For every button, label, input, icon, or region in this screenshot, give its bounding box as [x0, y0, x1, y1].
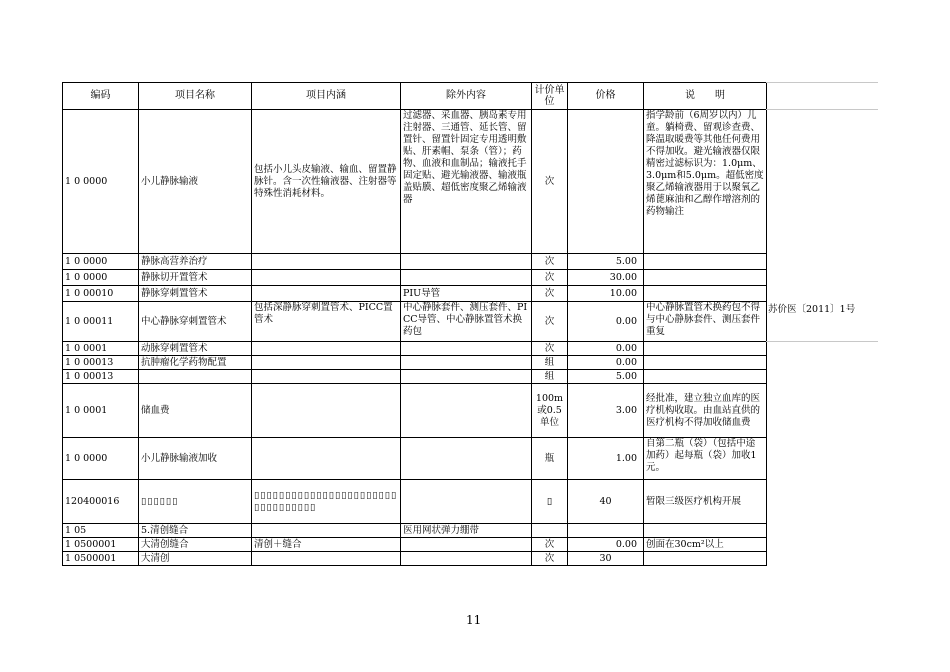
row-price: [568, 524, 644, 538]
row-price: 1.00: [568, 438, 644, 480]
row-name: 小儿静脉输液: [139, 110, 252, 254]
row-unit: 次: [532, 254, 568, 270]
row-name: 大清创缝合: [139, 538, 252, 552]
row-remarks: [644, 286, 767, 302]
table-row: [63, 356, 767, 370]
row-name: 储血费: [139, 384, 252, 438]
row-price: 5.00: [568, 370, 644, 384]
row-remarks: [644, 370, 767, 384]
row-remarks: [644, 270, 767, 286]
sheet-extension-line: [766, 341, 878, 342]
row-name: 动脉穿刺置管术: [139, 342, 252, 356]
row-exclusions: [401, 438, 532, 480]
row-code: 1 0500001: [63, 538, 139, 552]
sheet-extension-line: [766, 82, 878, 83]
row-unit: 组: [532, 370, 568, 384]
row-content: [252, 552, 401, 566]
table-row: [63, 524, 767, 538]
row-name: 静脉高营养治疗: [139, 254, 252, 270]
row-code: 1 0500001: [63, 552, 139, 566]
table-row: [63, 342, 767, 356]
row-remarks: [644, 552, 767, 566]
row-content: [252, 254, 401, 270]
row-price: 30.00: [568, 270, 644, 286]
row-remarks: [644, 356, 767, 370]
row-exclusions: [401, 538, 532, 552]
row-unit: 瓶: [532, 438, 568, 480]
row-code: 120400016: [63, 480, 139, 524]
row-remarks: 创面在30cm²以上: [644, 538, 767, 552]
row-unit: 次: [532, 342, 568, 356]
row-price: 0.00: [568, 342, 644, 356]
row-remarks: 指学龄前（6周岁以内）儿童。躺椅费、留观诊查费、降温取暖费等其他任何费用不得加收。避光输液器仅限精密过滤标识为：1.0μm、3.0μm和5.0μm。超低密度聚乙烯输液器用于以聚氧乙烯蓖麻油和乙醇作增溶剂的药物输注: [644, 110, 767, 254]
row-exclusions: 过滤器、采血器、胰岛素专用注射器、三通管、延长管、留置针、留置针固定专用透明敷贴、肝素帽、泵条（管）；药物、血液和血制品；输液托手固定贴、避光输液器、输液瓶盖贴膜、超低密度聚乙烯输液器: [401, 110, 532, 254]
row-name: 抗肿瘤化学药物配置: [139, 356, 252, 370]
row-content: [252, 438, 401, 480]
row-exclusions: 中心静脉套件、测压套件、PICC导管、中心静脉置管术换药包: [401, 302, 532, 342]
header-price: 价格: [568, 83, 644, 110]
page-number: 11: [466, 613, 482, 627]
price-table: [62, 82, 767, 566]
table-row: [63, 286, 767, 302]
header-exclusions: 除外内容: [401, 83, 532, 110]
row-exclusions: [401, 370, 532, 384]
row-exclusions: 医用网状弹力绷带: [401, 524, 532, 538]
row-code: 1 0 00011: [63, 302, 139, 342]
row-code: 1 0 0000: [63, 110, 139, 254]
row-price: 5.00: [568, 254, 644, 270]
row-name: 小儿静脉输液加收: [139, 438, 252, 480]
table-row: [63, 552, 767, 566]
row-content: ▯▯▯▯▯▯▯▯▯▯▯▯▯▯▯▯▯▯▯▯▯▯▯▯▯▯▯▯▯▯▯▯▯: [252, 480, 401, 524]
row-content: 包括深静脉穿刺置管术、PICC置管术: [252, 302, 401, 342]
row-exclusions: [401, 384, 532, 438]
table-row: [63, 302, 767, 342]
row-price: 0.00: [568, 356, 644, 370]
row-code: 1 0 00013: [63, 356, 139, 370]
row-name: ▯▯▯▯▯▯: [139, 480, 252, 524]
row-name: 5.清创缝合: [139, 524, 252, 538]
row-remarks: 暂限三级医疗机构开展: [644, 480, 767, 524]
row-content: [252, 356, 401, 370]
row-unit: 次: [532, 286, 568, 302]
row-unit: 100m或0.5单位: [532, 384, 568, 438]
row-unit: 次: [532, 552, 568, 566]
row-unit: ▯: [532, 480, 568, 524]
side-reference-note: 苏价医〔2011〕1号: [768, 304, 856, 315]
row-code: 1 0 0001: [63, 342, 139, 356]
row-remarks: 自第二瓶（袋）（包括中途加药）起每瓶（袋）加收1元。: [644, 438, 767, 480]
row-content: [252, 384, 401, 438]
table-row: [63, 538, 767, 552]
row-exclusions: [401, 356, 532, 370]
row-exclusions: [401, 254, 532, 270]
row-code: 1 05: [63, 524, 139, 538]
table-row: [63, 438, 767, 480]
row-exclusions: [401, 480, 532, 524]
row-exclusions: [401, 270, 532, 286]
row-price: 10.00: [568, 286, 644, 302]
row-unit: 次: [532, 110, 568, 254]
row-unit: 次: [532, 538, 568, 552]
header-unit: 计价单位: [532, 83, 568, 110]
row-price: 0.00: [568, 302, 644, 342]
row-remarks: 中心静脉置管术换药包不得与中心静脉套件、测压套件重复: [644, 302, 767, 342]
table-row: [63, 254, 767, 270]
row-remarks: [644, 342, 767, 356]
header-name: 项目名称: [139, 83, 252, 110]
row-code: 1 0 00013: [63, 370, 139, 384]
row-unit: 组: [532, 356, 568, 370]
row-price: 30: [568, 552, 644, 566]
row-unit: 次: [532, 302, 568, 342]
table-row: [63, 370, 767, 384]
row-content: [252, 370, 401, 384]
row-name: 静脉穿刺置管术: [139, 286, 252, 302]
sheet-extension-line: [766, 109, 878, 110]
row-price: 40: [568, 480, 644, 524]
row-content: [252, 286, 401, 302]
row-name: 中心静脉穿刺置管术: [139, 302, 252, 342]
row-exclusions: [401, 552, 532, 566]
row-code: 1 0 0000: [63, 270, 139, 286]
row-name: 静脉切开置管术: [139, 270, 252, 286]
row-name: [139, 370, 252, 384]
row-content: [252, 270, 401, 286]
row-price: 3.00: [568, 384, 644, 438]
row-content: 清创＋缝合: [252, 538, 401, 552]
row-code: 1 0 0001: [63, 384, 139, 438]
row-exclusions: PIU导管: [401, 286, 532, 302]
row-remarks: [644, 524, 767, 538]
header-content: 项目内涵: [252, 83, 401, 110]
row-exclusions: [401, 342, 532, 356]
row-remarks: 经批准，建立独立血库的医疗机构收取。由血站直供的医疗机构不得加收储血费: [644, 384, 767, 438]
table-header-row: [63, 83, 767, 110]
row-code: 1 0 0000: [63, 438, 139, 480]
table-row: [63, 270, 767, 286]
row-name: 大清创: [139, 552, 252, 566]
table-row: [63, 384, 767, 438]
table-row: [63, 110, 767, 254]
row-price: 0.00: [568, 538, 644, 552]
row-unit: 次: [532, 270, 568, 286]
row-price: [568, 110, 644, 254]
row-content: [252, 524, 401, 538]
row-unit: [532, 524, 568, 538]
row-remarks: [644, 254, 767, 270]
header-code: 编码: [63, 83, 139, 110]
row-content: [252, 342, 401, 356]
row-content: 包括小儿头皮输液、输血、留置静脉针。含一次性输液器、注射器等特殊性消耗材料。: [252, 110, 401, 254]
table-row: [63, 480, 767, 524]
row-code: 1 0 00010: [63, 286, 139, 302]
row-code: 1 0 0000: [63, 254, 139, 270]
header-remarks: 说 明: [644, 83, 767, 110]
price-table-sheet: [62, 82, 767, 566]
